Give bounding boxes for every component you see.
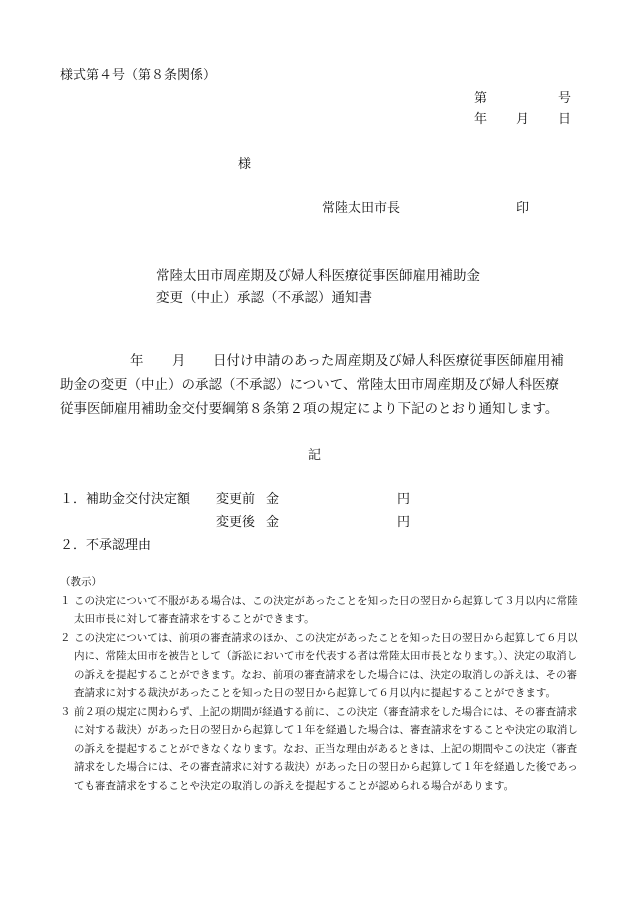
after-yen: 円 [397, 515, 411, 530]
body-line1: 日付け申請のあった周産期及び婦人科医療従事医師雇用補 [213, 353, 564, 369]
doc-number-go: 号 [558, 91, 572, 106]
doc-date-tsuki: 月 [516, 112, 530, 127]
notes-section [60, 573, 580, 795]
issuer-name: 常陸太田市長 [322, 201, 401, 216]
addressee-suffix: 様 [238, 157, 252, 172]
doc-date-hi: 日 [558, 112, 572, 127]
note-item [60, 592, 580, 629]
note-number: ２ [60, 631, 71, 644]
issuer-seal: 印 [516, 201, 530, 216]
title-line1: 常陸太田市周産期及び婦人科医療従事医師雇用補助金 [156, 268, 480, 284]
title-line2: 変更（中止）承認（不承認）通知書 [156, 290, 372, 306]
note-text: この決定について不服がある場合は、この決定があったことを知った日の翌日から起算して３月以内に常陸太田市長に対して審査請求をすることができます。 [74, 594, 578, 625]
note-number: ３ [60, 705, 71, 718]
form-label: 様式第４号（第８条関係） [60, 68, 217, 83]
notes-heading: （教示） [60, 576, 102, 588]
before-yen: 円 [397, 492, 411, 507]
item2-label: ２．不承認理由 [60, 538, 152, 553]
note-item [60, 629, 580, 703]
note-item [60, 703, 580, 796]
note-text: この決定については、前項の審査請求のほか、この決定があったことを知った日の翌日から起算して６月以内に、常陸太田市を被告として（訴訟において市を代表する者は常陸太田市長となります。）、決定の取消しの訴えを提起することができます。なお、前項の審査請求をした場合には、決定の取消しの訴えは、その審査請求に対する裁決があったことを知った日の翌日から起算して６月以内に提起することができます。 [74, 631, 578, 699]
body-date-nen: 年 [130, 353, 144, 369]
ki-heading: 記 [308, 448, 322, 463]
note-text: 前２項の規定に関わらず、上記の期間が経過する前に、この決定（審査請求をした場合には、その審査請求に対する裁決）があった日の翌日から起算して１年を経過した場合は、審査請求をすることや決定の取消しの訴えを提起することができなくなります。なお、正当な理由があるときは、上記の期間やこの決定（審査請求をした場合には、その審査請求に対する裁決）があった日の翌日から起算して１年を経過した後であっても審査請求をすることや決定の取消しの訴えを提起することが認められる場合があります。 [74, 705, 578, 792]
body-line2: 助金の変更（中止）の承認（不承認）について、常陸太田市周産期及び婦人科医療 [60, 377, 559, 393]
doc-number-dai: 第 [474, 91, 488, 106]
body-line3: 従事医師雇用補助金交付要綱第８条第２項の規定により下記のとおり通知します。 [60, 401, 559, 417]
body-date-tsuki: 月 [172, 353, 186, 369]
note-number: １ [60, 594, 71, 607]
item1-label: １．補助金交付決定額 [60, 492, 191, 507]
before-kin: 金 [266, 492, 280, 507]
after-kin: 金 [266, 515, 280, 530]
doc-date-nen: 年 [474, 112, 488, 127]
before-label: 変更前 [216, 492, 256, 507]
after-label: 変更後 [216, 515, 256, 530]
